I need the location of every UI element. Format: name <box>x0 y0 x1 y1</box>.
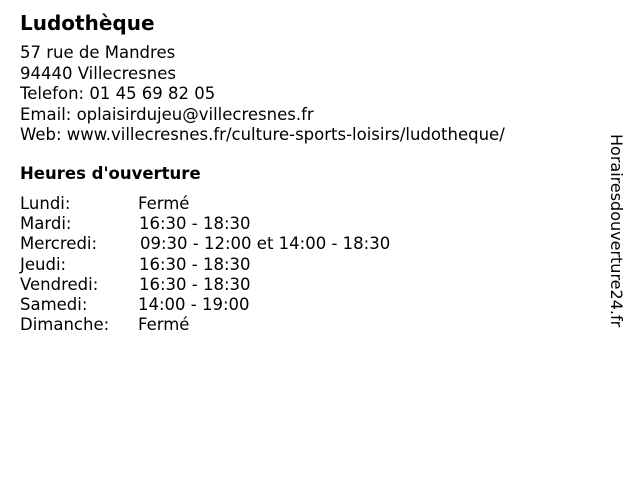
site-watermark: Horairesdouverture24.fr <box>607 134 626 328</box>
day-label: Vendredi: <box>20 274 99 294</box>
day-hours: 16:30 - 18:30 <box>139 214 251 234</box>
day-hours: 16:30 - 18:30 <box>139 254 251 274</box>
day-label: Lundi: <box>20 194 71 213</box>
day-label: Samedi: <box>20 294 88 314</box>
day-label: Jeudi: <box>20 254 67 274</box>
venue-title: Ludothèque <box>20 11 155 35</box>
opening-hours-heading: Heures d'ouverture <box>20 164 201 183</box>
day-label: Mardi: <box>20 214 72 234</box>
day-label: Dimanche: <box>20 315 110 335</box>
address-block <box>20 43 505 146</box>
day-hours: 14:00 - 19:00 <box>138 294 250 314</box>
street-address: 57 rue de Mandres <box>20 43 176 62</box>
day-hours: Fermé <box>138 194 190 213</box>
day-hours: 09:30 - 12:00 et 14:00 - 18:30 <box>140 234 391 254</box>
day-label: Mercredi: <box>20 234 98 254</box>
day-hours: 16:30 - 18:30 <box>139 274 251 294</box>
email-address: Email: oplaisirdujeu@villecresnes.fr <box>20 104 314 124</box>
phone-number: Telefon: 01 45 69 82 05 <box>20 84 216 103</box>
city-postcode: 94440 Villecresnes <box>20 63 177 83</box>
website-url: Web: www.villecresnes.fr/culture-sports-loisirs/ludotheque/ <box>20 125 505 144</box>
day-hours: Fermé <box>138 315 190 335</box>
